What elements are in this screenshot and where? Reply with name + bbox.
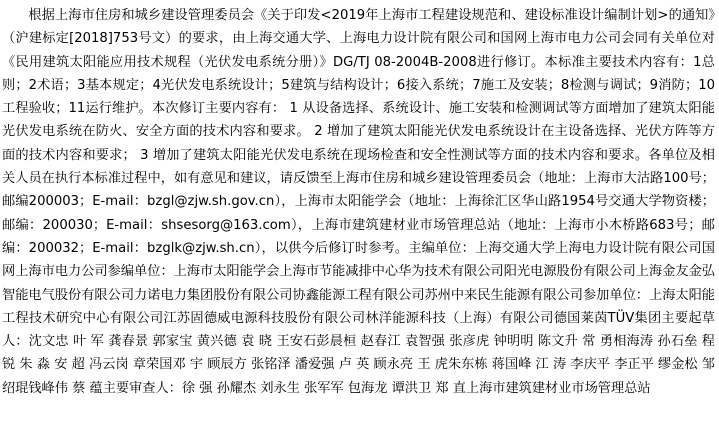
standard-foreword-paragraph: 根据上海市住房和城乡建设管理委员会《关于印发<2019年上海市工程建设规范和、建设标准设计编制计划>的通知》（沪建标定[2018]753号文）的要求，由上海交通大学、上海电力设计院有限公司和国网上海市电力公司会同有关单位对《民用建筑太阳能应用技术规程（光伏发电系统分册）》DG/TJ 08-2004B-2008进行修订。本标准主要技术内容有：1总则；2术语；3基本规定；4光伏发电系统设计；5建筑与结构设计；6接入系统；7施工及安装；8检测与调试；9消防；10工程验收；11运行维护。本次修订主要内容有： 1 从设备选择、系统设计、施工安装和检测调试等方面增加了建筑太阳能光伏发电系统在防火、安全方面的技术内容和要求。 2 增加了建筑太阳能光伏发电系统设计在主设备选择、光伏方阵等方面的技术内容和要求； 3 增加了建筑太阳能光伏发电系统在现场检查和安全性测试等方面的技术内容和要求。各单位及相关人员在执行本标准过程中，如有意见和建议，请反馈至上海市住房和城乡建设管理委员会（地址：上海市大沽路100号；邮编200003；E-mail：bzgl@zjw.sh.gov.cn），上海市太阳能学会（地址：上海徐汇区华山路1954号交通大学物资楼；邮编：200030；E-mail：shsesorg@163.com），上海市建筑建材业市场管理总站（地址：上海市小木桥路683号；邮编：200032；E-mail：bzglk@zjw.sh.cn），以供今后修订时参考。主编单位：上海交通大学上海电力设计院有限公司国网上海市电力公司参编单位：上海市太阳能学会上海市节能减排中心华为技术有限公司阳光电源股份有限公司上海金友金弘智能电气股份有限公司力诺电力集团股份有限公司协鑫能源工程有限公司苏州中来民生能源有限公司参加单位：上海太阳能工程技术研究中心有限公司江苏固德威电源科技股份有限公司林洋能源科技（上海）有限公司德国莱茵TÜV集团主要起草人：沈文忠 叶 军 龚春景 郭家宝 黄兴德 袁 晓 王安石彭晨桓 赵春江 袁智强 张彦虎 钟明明 陈文升 常 勇相海涛 孙石垒 程 锐 朱 淼 安 超 冯云岗 章荣国邓 宇 顾辰方 张铭泽 潘爱强 卢 英 顾永亮 王 虎朱东栋 蒋国峰 江 涛 李庆平 李正平 缪金松 邹绍琨钱峰伟 蔡 蕴主要审查人：徐 强 孙耀杰 刘永生 张军军 包海龙 谭洪卫 郑 直上海市建筑建材业市场管理总站: [2, 8, 715, 396]
